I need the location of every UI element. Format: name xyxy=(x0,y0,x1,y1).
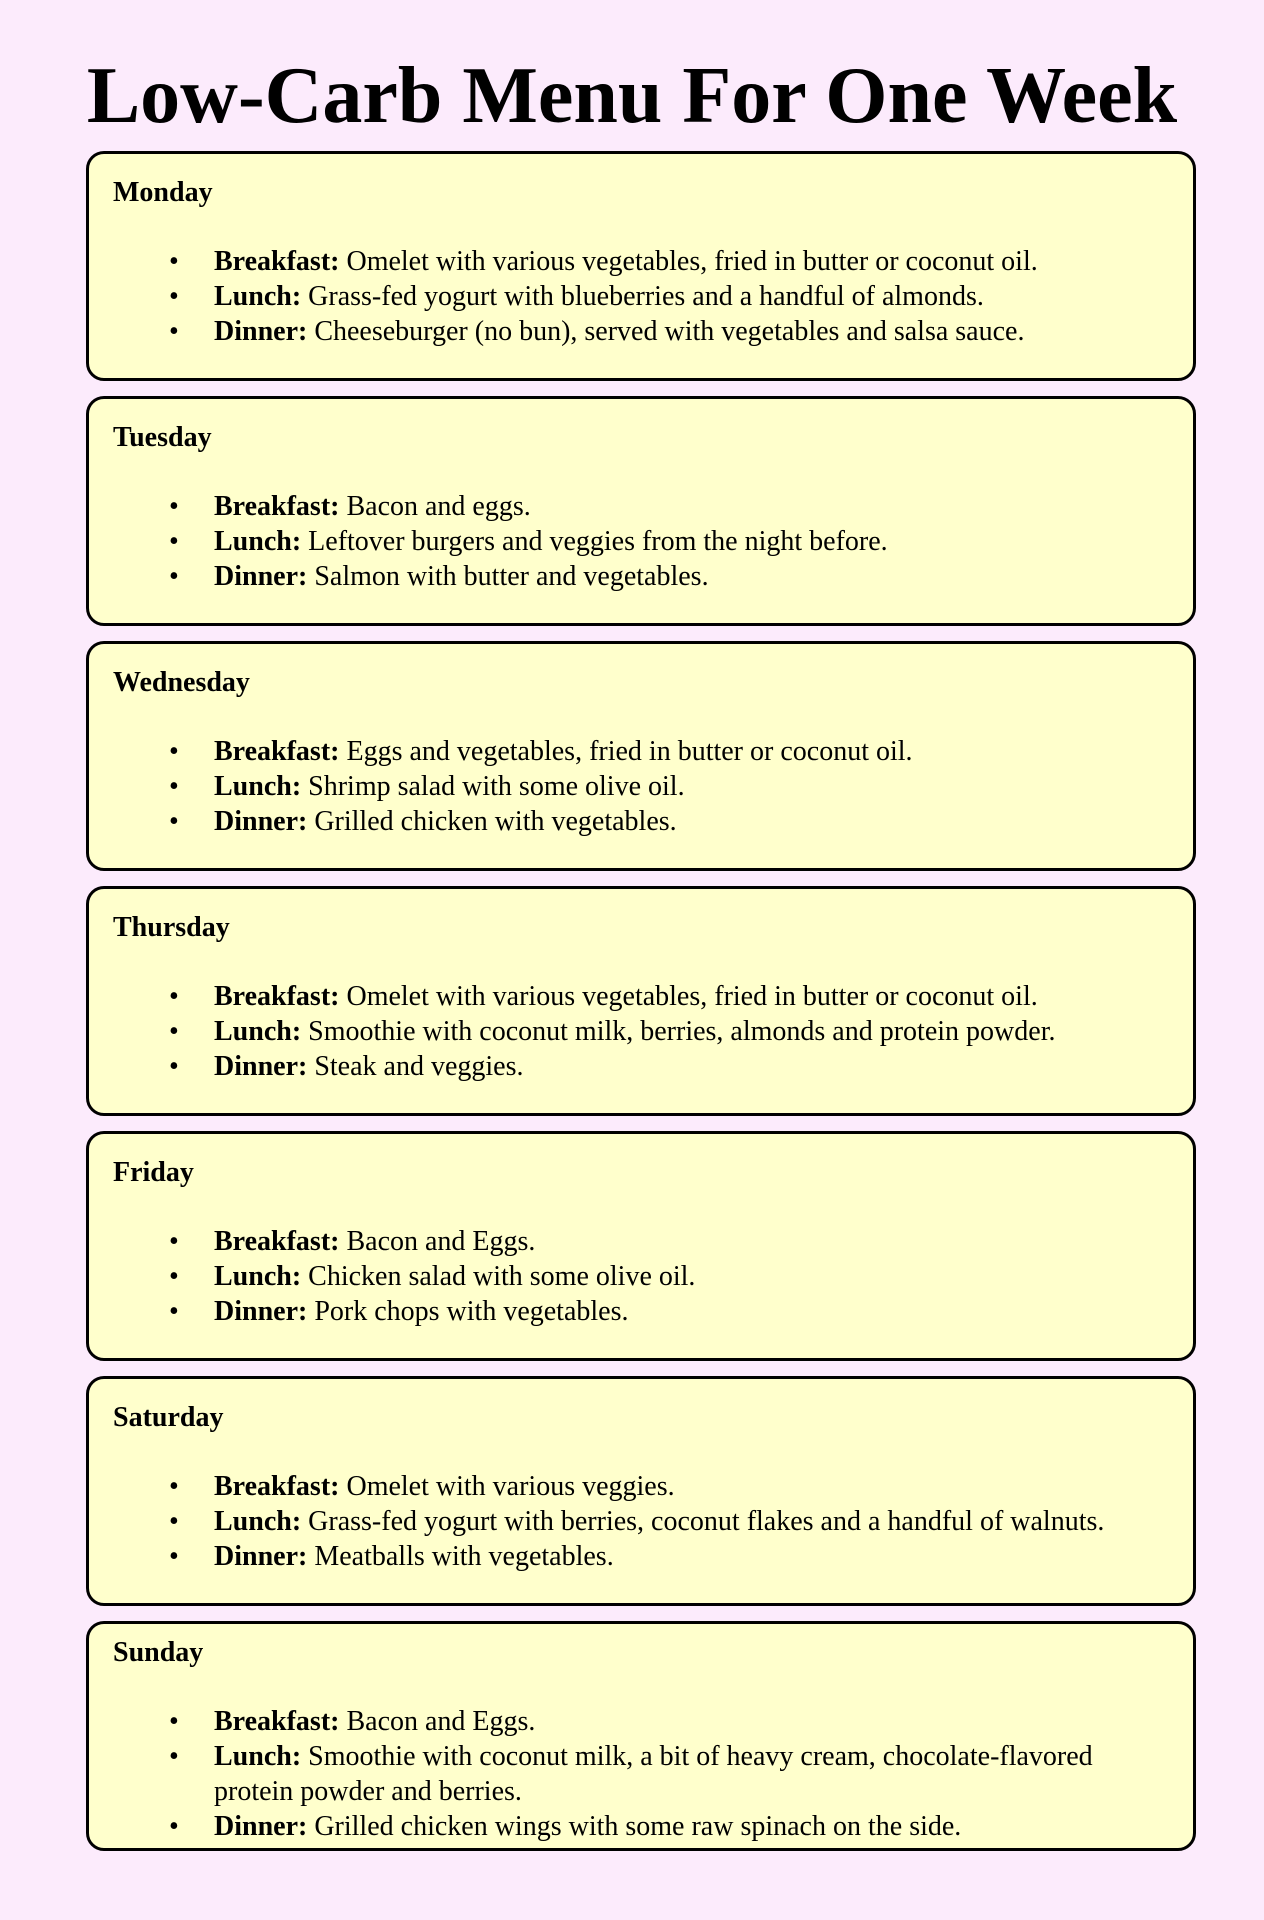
meal-text: Grass-fed yogurt with berries, coconut flakes and a handful of walnuts. xyxy=(308,1506,1105,1537)
meal-text: Chicken salad with some olive oil. xyxy=(308,1261,696,1292)
bullet-icon: • xyxy=(169,1811,179,1842)
meal-lunch xyxy=(89,279,1193,314)
meal-label: Breakfast: xyxy=(214,246,340,277)
bullet-icon: • xyxy=(169,1226,179,1257)
bullet-icon: • xyxy=(169,1541,179,1572)
day-card-monday xyxy=(86,151,1196,381)
meal-list xyxy=(89,979,1193,1084)
bullet-icon: • xyxy=(169,1741,179,1772)
bullet-icon: • xyxy=(169,806,179,837)
bullet-icon: • xyxy=(169,1296,179,1327)
bullet-icon: • xyxy=(169,246,179,277)
day-card-wednesday xyxy=(86,641,1196,871)
meal-text: Meatballs with vegetables. xyxy=(314,1541,614,1572)
meal-lunch xyxy=(89,769,1193,804)
meal-text: Steak and veggies. xyxy=(314,1051,524,1082)
meal-breakfast xyxy=(89,244,1193,279)
meal-dinner xyxy=(89,1049,1193,1084)
bullet-icon: • xyxy=(169,736,179,767)
page-title: Low-Carb Menu For One Week xyxy=(86,52,1178,140)
meal-lunch xyxy=(89,524,1193,559)
day-card-friday xyxy=(86,1131,1196,1361)
meal-label: Dinner: xyxy=(214,561,308,592)
meal-label: Breakfast: xyxy=(214,981,340,1012)
day-name: Monday xyxy=(113,177,213,208)
bullet-icon: • xyxy=(169,1706,179,1737)
day-name: Friday xyxy=(113,1157,194,1188)
meal-label: Lunch: xyxy=(214,526,302,557)
bullet-icon: • xyxy=(169,771,179,802)
meal-dinner xyxy=(89,1809,1193,1844)
meal-text: Bacon and Eggs. xyxy=(346,1226,536,1257)
meal-label: Lunch: xyxy=(214,1016,302,1047)
meal-text: Cheeseburger (no bun), served with vegetables and salsa sauce. xyxy=(314,316,1025,347)
bullet-icon: • xyxy=(169,1506,179,1537)
meal-text: Shrimp salad with some olive oil. xyxy=(308,771,685,802)
meal-label: Breakfast: xyxy=(214,736,340,767)
meal-breakfast xyxy=(89,1469,1193,1504)
meal-text: Salmon with butter and vegetables. xyxy=(314,561,709,592)
bullet-icon: • xyxy=(169,1471,179,1502)
bullet-icon: • xyxy=(169,491,179,522)
meal-label: Dinner: xyxy=(214,806,308,837)
meal-list xyxy=(89,734,1193,839)
meal-text: Omelet with various vegetables, fried in butter or coconut oil. xyxy=(346,246,1038,277)
meal-label: Breakfast: xyxy=(214,491,340,522)
day-name: Sunday xyxy=(113,1637,204,1668)
meal-lunch xyxy=(89,1014,1193,1049)
meal-label: Dinner: xyxy=(214,1541,308,1572)
meal-text: Bacon and Eggs. xyxy=(346,1706,536,1737)
meal-list xyxy=(89,1224,1193,1329)
meal-dinner xyxy=(89,1539,1193,1574)
meal-text: Grass-fed yogurt with blueberries and a handful of almonds. xyxy=(308,281,984,312)
meal-text: Leftover burgers and veggies from the night before. xyxy=(308,526,888,557)
meal-breakfast xyxy=(89,979,1193,1014)
day-name: Tuesday xyxy=(113,422,212,453)
meal-text: Grilled chicken wings with some raw spinach on the side. xyxy=(314,1811,962,1842)
meal-text: Grilled chicken with vegetables. xyxy=(314,806,677,837)
meal-text: Smoothie with coconut milk, berries, almonds and protein powder. xyxy=(308,1016,1056,1047)
meal-label: Dinner: xyxy=(214,1051,308,1082)
meal-dinner xyxy=(89,1294,1193,1329)
meal-label: Lunch: xyxy=(214,1741,302,1772)
meal-label: Lunch: xyxy=(214,1261,302,1292)
meal-label: Dinner: xyxy=(214,1811,308,1842)
meal-breakfast xyxy=(89,489,1193,524)
meal-list xyxy=(89,1469,1193,1574)
meal-lunch xyxy=(89,1739,1193,1809)
meal-lunch xyxy=(89,1504,1193,1539)
meal-label: Dinner: xyxy=(214,316,308,347)
meal-breakfast xyxy=(89,1704,1193,1739)
meal-text: Omelet with various veggies. xyxy=(346,1471,675,1502)
meal-text: Smoothie with coconut milk, a bit of heavy cream, chocolate-flavored protein powder and berries. xyxy=(214,1741,1093,1807)
meal-label: Lunch: xyxy=(214,771,302,802)
bullet-icon: • xyxy=(169,981,179,1012)
day-name: Wednesday xyxy=(113,667,250,698)
day-card-saturday xyxy=(86,1376,1196,1606)
meal-label: Breakfast: xyxy=(214,1706,340,1737)
meal-text: Eggs and vegetables, fried in butter or coconut oil. xyxy=(346,736,913,767)
meal-dinner xyxy=(89,804,1193,839)
meal-text: Bacon and eggs. xyxy=(346,491,531,522)
bullet-icon: • xyxy=(169,1051,179,1082)
meal-text: Pork chops with vegetables. xyxy=(314,1296,629,1327)
meal-breakfast xyxy=(89,734,1193,769)
meal-dinner xyxy=(89,559,1193,594)
meal-breakfast xyxy=(89,1224,1193,1259)
day-card-thursday xyxy=(86,886,1196,1116)
meal-list xyxy=(89,1704,1193,1844)
day-name: Thursday xyxy=(113,912,230,943)
meal-dinner xyxy=(89,314,1193,349)
meal-lunch xyxy=(89,1259,1193,1294)
bullet-icon: • xyxy=(169,561,179,592)
meal-label: Breakfast: xyxy=(214,1471,340,1502)
day-name: Saturday xyxy=(113,1402,224,1433)
meal-text: Omelet with various vegetables, fried in butter or coconut oil. xyxy=(346,981,1038,1012)
meal-label: Breakfast: xyxy=(214,1226,340,1257)
meal-list xyxy=(89,244,1193,349)
bullet-icon: • xyxy=(169,1016,179,1047)
bullet-icon: • xyxy=(169,1261,179,1292)
meal-list xyxy=(89,489,1193,594)
bullet-icon: • xyxy=(169,316,179,347)
meal-label: Lunch: xyxy=(214,281,302,312)
meal-label: Dinner: xyxy=(214,1296,308,1327)
bullet-icon: • xyxy=(169,281,179,312)
meal-label: Lunch: xyxy=(214,1506,302,1537)
day-card-tuesday xyxy=(86,396,1196,626)
bullet-icon: • xyxy=(169,526,179,557)
day-card-sunday xyxy=(86,1621,1196,1851)
